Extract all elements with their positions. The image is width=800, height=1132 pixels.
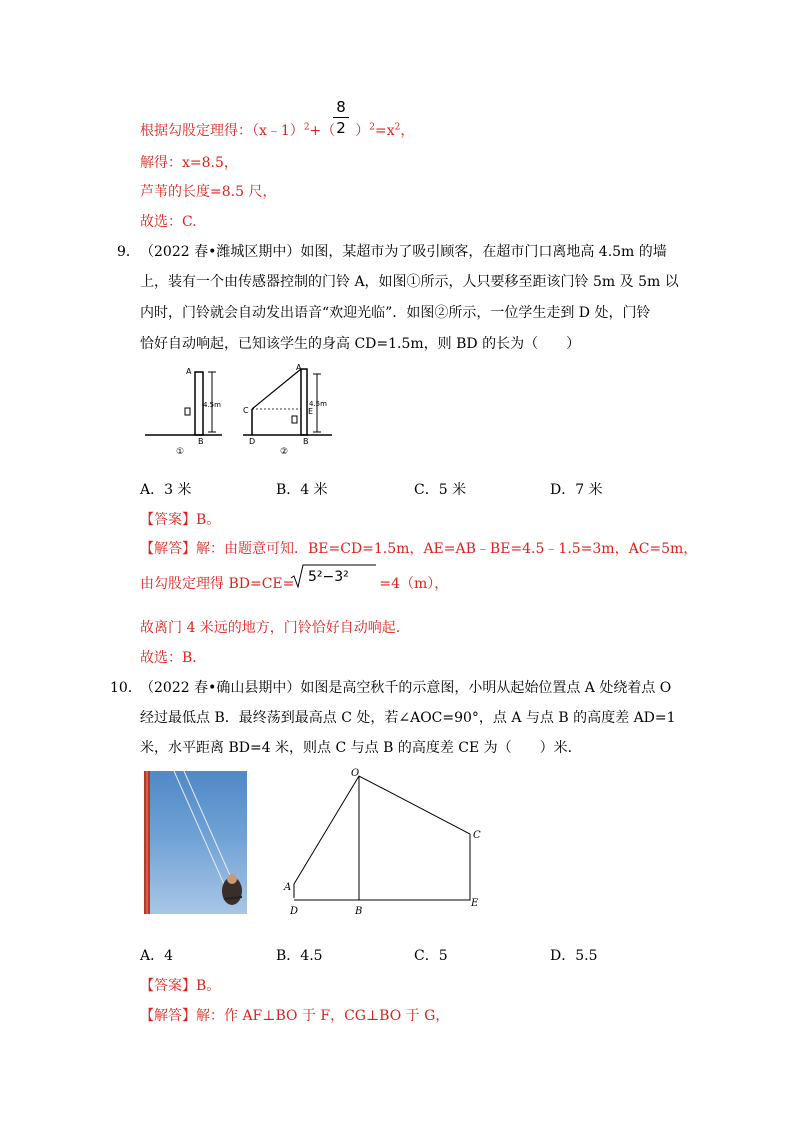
- q10-solution-line1: [140, 1005, 449, 1025]
- label-A: A: [284, 882, 292, 893]
- rope: [174, 771, 227, 891]
- swing-diagram-svg: [280, 764, 490, 916]
- person-head: [227, 874, 237, 884]
- outline: [294, 776, 470, 900]
- q10-line2: 经过最低点 B．最终荡到最高点 C 处，若∠AOC=90°，点 A 与点 B 的高度差 AD=1: [140, 710, 676, 726]
- q10-option-b[interactable]: B．4.5: [276, 948, 323, 964]
- swing-photo-art: [144, 771, 247, 914]
- solution-tag: 【解答】: [140, 541, 196, 557]
- q9-number: 9．: [117, 244, 140, 260]
- q10-line3: 米，水平距离 BD=4 米，则点 C 与点 B 的高度差 CE 为（ ）米．: [140, 740, 582, 756]
- door-icon: [292, 416, 297, 423]
- door-icon: [185, 408, 190, 415]
- expr: （x﹣1）: [252, 123, 304, 139]
- label-C: C: [473, 830, 481, 841]
- label-B: B: [198, 437, 204, 446]
- sup: 2: [369, 122, 376, 133]
- sqrt-expression: [290, 563, 376, 589]
- sup: 2: [394, 122, 401, 133]
- solution-text: =4（m），: [379, 576, 449, 592]
- q9-solution-line3: 故离门 4 米远的地方，门铃恰好自动响起．: [140, 620, 410, 636]
- figure-number: ①: [176, 447, 185, 457]
- q9-figure-2: [238, 362, 338, 457]
- plus: +（: [309, 123, 336, 139]
- pole-highlight: [146, 771, 148, 914]
- solution-tag: 【解答】: [140, 1008, 196, 1024]
- eq: =x: [375, 123, 395, 139]
- sup: 2: [303, 122, 310, 133]
- q10-number: 10．: [110, 680, 142, 696]
- label-E: E: [308, 407, 314, 416]
- sqrt-radicand: 5²−3²: [308, 569, 349, 585]
- q9-option-c[interactable]: C．5 米: [414, 482, 467, 498]
- figure-number: ②: [280, 447, 289, 457]
- wall: [301, 369, 307, 435]
- figure-1-svg: [140, 362, 230, 457]
- label-D: D: [249, 437, 256, 446]
- q9-line2: 上，装有一个由传感器控制的门铃 A，如图①所示，人只要移至距该门铃 5m 及 5m 以: [140, 274, 679, 290]
- q9-line1: （2022 春•潍城区期中）如图，某超市为了吸引顾客，在超市门口离地高 4.5m 的墙: [140, 244, 667, 260]
- swing-photo: [144, 771, 247, 914]
- prev-solution-line4: 故选：C.: [140, 214, 197, 230]
- q9-answer: 【答案】B。: [140, 512, 221, 528]
- prev-solution-line3: 芦苇的长度=8.5 尺，: [140, 184, 277, 200]
- solution-text: 解：由题意可知．BE=CD=1.5m，AE=AB﹣BE=4.5﹣1.5=3m，AC=5m，: [196, 541, 698, 557]
- q10-option-d[interactable]: D．5.5: [550, 948, 598, 964]
- q10-diagram: [280, 764, 490, 916]
- label-A: A: [186, 367, 192, 376]
- q9-figure-1: [140, 362, 230, 457]
- fraction-8-over-2: [333, 98, 349, 137]
- q10-option-c[interactable]: C．5: [414, 948, 448, 964]
- q10-answer: 【答案】B。: [140, 978, 221, 994]
- q9-solution-line1: [140, 538, 697, 558]
- q9-line4: 恰好自动响起，已知该学生的身高 CD=1.5m，则 BD 的长为（ ）: [140, 336, 581, 352]
- label-C: C: [243, 406, 249, 415]
- label-B: B: [303, 437, 309, 446]
- solution-text: 解：作 AF⊥BO 于 F，CG⊥BO 于 G，: [196, 1008, 450, 1024]
- label-E: E: [471, 898, 479, 909]
- q10-option-a[interactable]: A．4: [140, 948, 174, 964]
- label-O: O: [351, 768, 360, 779]
- q9-line3: 内时，门铃就会自动发出语音“欢迎光临”．如图②所示，一位学生走到 D 处，门铃: [140, 305, 651, 321]
- q9-option-d[interactable]: D．7 米: [550, 482, 603, 498]
- label-A: A: [296, 363, 302, 372]
- q9-option-a[interactable]: A．3 米: [140, 482, 192, 498]
- label-height: 4.5m: [309, 400, 327, 408]
- solution-text: 由勾股定理得 BD=CE=: [140, 576, 295, 592]
- prev-solution-line1: [140, 120, 414, 140]
- figure-2-svg: [238, 362, 338, 457]
- fraction-bar: [333, 117, 349, 118]
- wall: [195, 372, 203, 435]
- label-height: 4.5m: [203, 401, 221, 409]
- label-B: B: [355, 906, 363, 916]
- end: ，: [400, 123, 415, 139]
- prev-solution-line2: 解得：x=8.5，: [140, 155, 238, 171]
- close: ）: [355, 123, 370, 139]
- q10-line1: （2022 春•确山县期中）如图是高空秋千的示意图，小明从起始位置点 A 处绕着点 O: [140, 680, 672, 696]
- label: 根据勾股定理得：: [140, 123, 252, 139]
- q9-solution-line4: 故选：B.: [140, 650, 197, 666]
- rope: [184, 771, 236, 889]
- label-D: D: [290, 906, 299, 916]
- fraction-numerator: 8: [336, 98, 346, 116]
- q9-option-b[interactable]: B．4 米: [276, 482, 328, 498]
- segment-AC: [252, 369, 301, 409]
- fraction-denominator: 2: [336, 119, 346, 137]
